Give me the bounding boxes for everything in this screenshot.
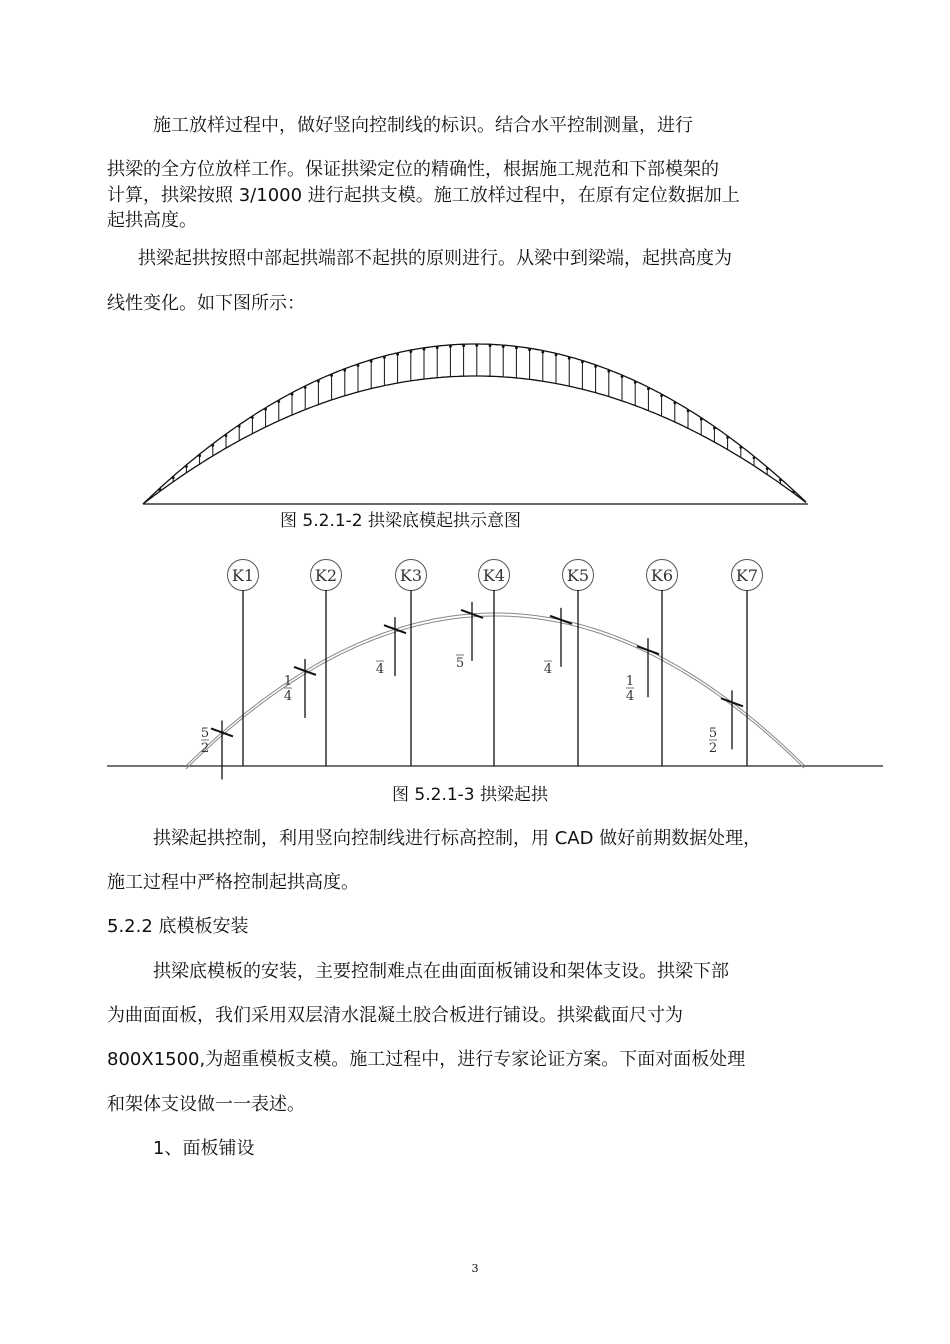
- marker-label: K5: [566, 566, 590, 585]
- marker-label: K1: [231, 566, 255, 585]
- fraction-denominator: 4: [283, 689, 293, 704]
- fraction-denominator: 4: [543, 662, 553, 677]
- paragraph-1-line-4: 起拱高度。: [107, 210, 197, 231]
- fraction-numerator: 1: [283, 674, 293, 689]
- paragraph-4-line-3: 800X1500,为超重模板支模。施工过程中，进行专家论证方案。下面对面板处理: [107, 1049, 746, 1070]
- fraction-denominator: 4: [375, 662, 385, 677]
- marker-label: K7: [735, 566, 759, 585]
- paragraph-2-line-2: 线性变化。如下图所示：: [107, 293, 305, 314]
- marker-label: K4: [482, 566, 506, 585]
- marker-label: K3: [399, 566, 423, 585]
- paragraph-3-line-2: 施工过程中严格控制起拱高度。: [107, 872, 359, 893]
- paragraph-1-line-3: 计算，拱梁按照 3/1000 进行起拱支模。施工放样过程中，在原有定位数据加上: [107, 185, 740, 206]
- page-number: 3: [471, 1262, 479, 1275]
- fraction-denominator: 4: [625, 689, 635, 704]
- fraction-denominator: 5: [455, 656, 465, 671]
- figure-2-caption: 图 5.2.1-3 拱梁起拱: [392, 785, 549, 805]
- marker-label: K2: [314, 566, 338, 585]
- paragraph-2-line-1: 拱梁起拱按照中部起拱端部不起拱的原则进行。从梁中到梁端，起拱高度为: [138, 248, 732, 269]
- paragraph-1-line-2: 拱梁的全方位放样工作。保证拱梁定位的精确性，根据施工规范和下部模架的: [107, 159, 719, 180]
- section-heading: 5.2.2 底模板安装: [107, 916, 249, 937]
- figure-1-caption: 图 5.2.1-2 拱梁底模起拱示意图: [280, 511, 522, 531]
- fraction-denominator: 2: [200, 741, 210, 756]
- sub-heading: 1、面板铺设: [153, 1138, 255, 1159]
- paragraph-3-line-1: 拱梁起拱控制，利用竖向控制线进行标高控制，用 CAD 做好前期数据处理，: [153, 828, 762, 849]
- paragraph-4-line-2: 为曲面面板，我们采用双层清水混凝土胶合板进行铺设。拱梁截面尺寸为: [107, 1005, 683, 1026]
- paragraph-4-line-1: 拱梁底模板的安装，主要控制难点在曲面面板铺设和架体支设。拱梁下部: [153, 961, 729, 982]
- fraction-numerator: 5: [708, 726, 718, 741]
- fraction-numerator: 5: [200, 726, 210, 741]
- marker-label: K6: [650, 566, 674, 585]
- paragraph-4-line-4: 和架体支设做一一表述。: [107, 1094, 305, 1115]
- paragraph-1-line-1: 施工放样过程中，做好竖向控制线的标识。结合水平控制测量，进行: [153, 115, 693, 136]
- fraction-numerator: 1: [625, 674, 635, 689]
- fraction-denominator: 2: [708, 741, 718, 756]
